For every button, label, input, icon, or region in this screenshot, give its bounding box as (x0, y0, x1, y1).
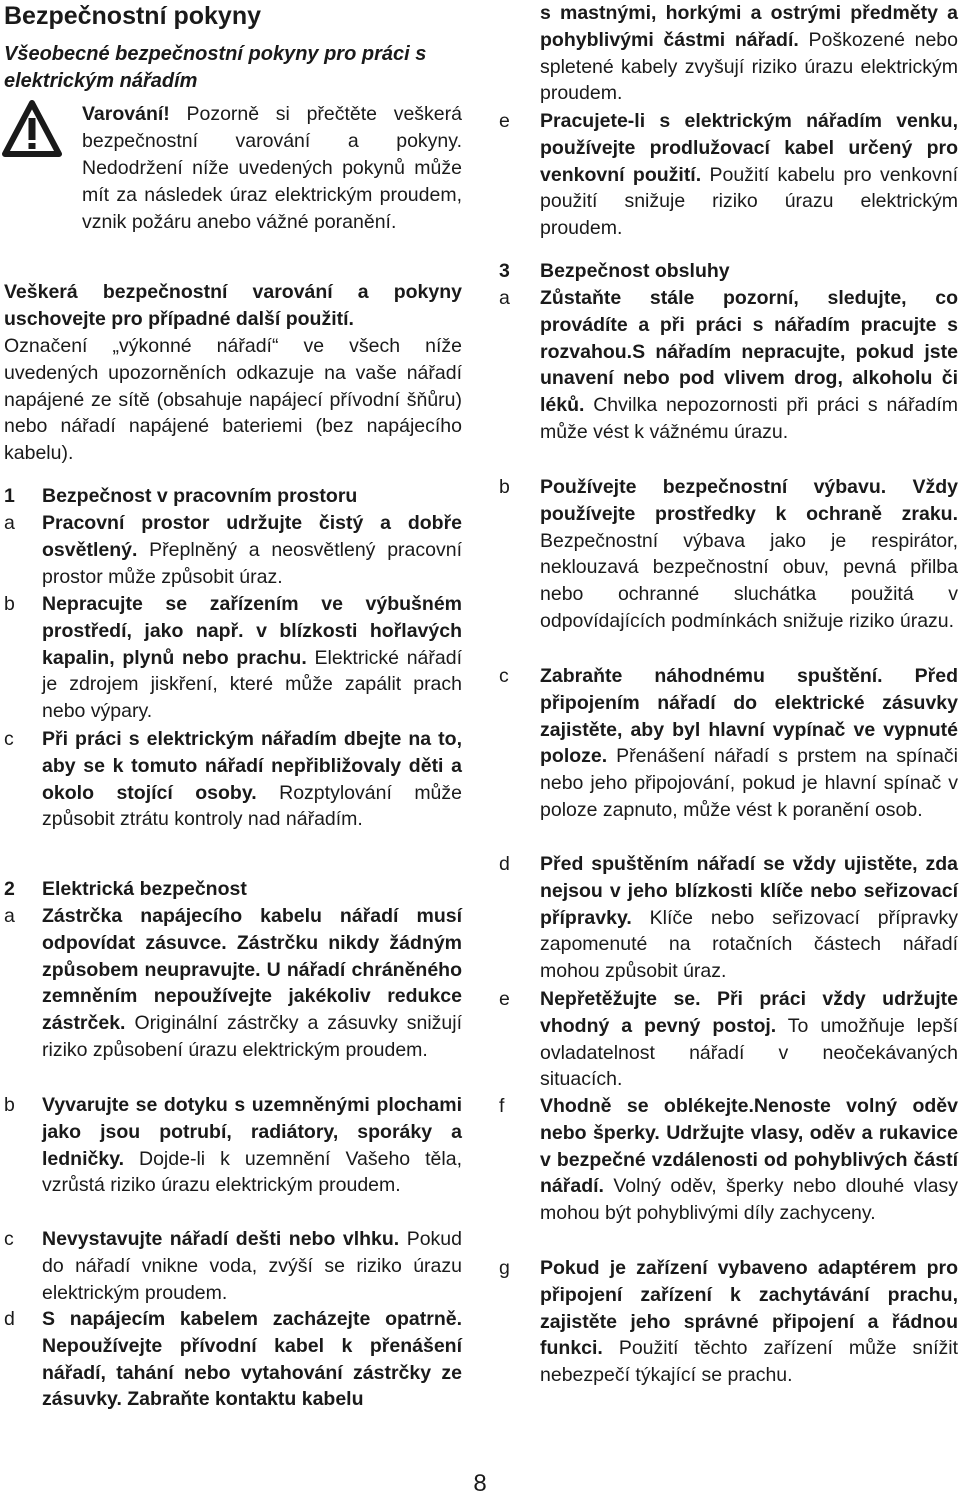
item-label: e (499, 988, 510, 1010)
item-bold: s mastnými, horkými a ostrými předměty a pohyblivými částmi nářadí. (540, 2, 958, 51)
list-item (4, 591, 462, 725)
list-item (4, 1226, 462, 1306)
item-normal: Originální zástrčky a zásuvky snižují riziko způsobení úrazu elektrickým proudem. (42, 1012, 462, 1061)
item-normal: Klíče nebo seřizovací přípravky zapomenuté na rotačních částech nářadí mohou způsobit úraz. (540, 906, 958, 983)
item-text (42, 726, 462, 833)
item-normal: Poškozené nebo spletené kabely zvyšují riziko úrazu elektrickým proudem. (540, 28, 958, 105)
warning-text (82, 101, 462, 236)
item-normal: Použití kabelu pro venkovní použití snižuje riziko úrazu elektrickým proudem. (540, 163, 958, 240)
item-label: d (4, 1308, 15, 1330)
section-3-heading (499, 258, 958, 285)
item-bold: Před spuštěním nářadí se vždy ujistěte, zda nejsou v jeho blízkosti klíče nebo seřizovací přípravky. (540, 853, 958, 929)
item-bold: Nepracujte se zařízením ve výbušném prostředí, jako např. v blízkosti hořlavých kapalin, plynů nebo prachu. (42, 593, 462, 669)
item-label: c (499, 665, 509, 687)
item-text (540, 108, 958, 242)
list-item (499, 986, 958, 1093)
item-text (540, 663, 958, 824)
item-normal: Rozptylování může způsobit ztrátu kontroly nad nářadím. (42, 781, 463, 831)
section-number: 1 (4, 485, 15, 507)
item-normal: Volný oděv, šperky nebo dlouhé vlasy mohou být pohyblivými díly zachyceny. (540, 1175, 958, 1225)
item-text (540, 285, 958, 446)
item-bold: Pokud je zařízení vybaveno adaptérem pro připojení zařízení k zachytávání prachu, zajistěte jeho správné připojení a řádnou funkci. (540, 1257, 958, 1360)
item-bold: Zástrčka napájecího kabelu nářadí musí odpovídat zásuvce. Zástrčku nikdy žádným způsobem neupravujte. U nářadí chráněného zemněním nepoužívejte jakékoliv redukce zástrček. (42, 905, 462, 1035)
item-bold: S napájecím kabelem zacházejte opatrně. Nepoužívejte přívodní kabel k přenášení nářadí, tahání nebo vytahování zástrčky ze zásuvky. Zabraňte kontaktu kabelu (42, 1308, 462, 1411)
section-number: 2 (4, 878, 15, 900)
item-label: a (4, 905, 15, 927)
section-title: Bezpečnost v pracovním prostoru (42, 485, 358, 507)
item-text (540, 474, 958, 635)
item-normal: Chvilka nepozornosti při práci s nářadím může vést k vážnému úrazu. (540, 394, 958, 443)
item-bold: Pracujete-li s elektrickým nářadím venku, používejte prodlužovací kabel určený pro venkovní použití. (540, 110, 958, 186)
warning-label: Varování! (82, 103, 170, 125)
list-item (499, 1093, 958, 1227)
item-text (42, 1092, 462, 1199)
item-bold: Při práci s elektrickým nářadím dbejte na to, aby se k tomuto nářadí nepřibližovaly děti a okolo stojící osoby. (42, 728, 462, 804)
section-title: Bezpečnost obsluhy (540, 260, 730, 282)
item-bold: Vhodně se oblékejte.Nenoste volný oděv nebo šperky. Udržujte vlasy, oděv a rukavice v bezpečné vzdálenosti od pohyblivých částí nářadí. (540, 1095, 958, 1198)
section-2-d-continued (540, 0, 958, 107)
section-2-heading (4, 876, 462, 903)
item-bold: Používejte bezpečnostní výbavu. Vždy používejte prostředky k ochraně zraku. (540, 476, 958, 525)
item-label: g (499, 1257, 510, 1279)
item-text (540, 1255, 958, 1389)
item-label: c (4, 1228, 14, 1250)
item-bold: Nevystavujte nářadí dešti nebo vlhku. (42, 1228, 400, 1250)
item-text (540, 986, 958, 1093)
item-bold: Zabraňte náhodnému spuštění. Před připojením nářadí do elektrické zásuvky zajistěte, aby byl hlavní vypínač ve vypnuté poloze. (540, 665, 958, 768)
section-1-heading (4, 483, 462, 510)
item-normal: Přenášení nářadí s prstem na spínači nebo jeho připojování, pokud je hlavní spínač v poloze zapnuto, může vést k poranění osob. (540, 745, 958, 821)
item-normal: Elektrické nářadí je zdrojem jiskření, které může zapálit prach nebo výpary. (42, 646, 463, 723)
list-item (4, 1092, 462, 1199)
list-item (499, 285, 958, 446)
item-label: b (4, 1094, 15, 1116)
definition-paragraph: Označení „výkonné nářadí“ ve všech níže uvedených upozorněních odkazuje na vaše nářadí napájené ze sítě (obsahuje napájecí přívodní šňůru) nebo nářadí napájené bateriemi (bez napájecího kabelu). (4, 335, 462, 465)
item-text (42, 591, 462, 725)
item-bold: Vyvarujte se dotyku s uzemněnými plochami jako jsou potrubí, radiátory, sporáky a ledničky. (42, 1094, 462, 1170)
item-label: a (499, 287, 510, 309)
list-item (499, 1255, 958, 1389)
list-item (4, 510, 462, 590)
warning-triangle-icon (2, 100, 62, 158)
item-text (540, 1093, 958, 1227)
page-title: Bezpečnostní pokyny (4, 2, 261, 30)
item-text (42, 1226, 462, 1306)
item-label: e (499, 110, 510, 132)
warning-body: Pozorně si přečtěte veškerá bezpečnostní varování a pokyny. Nedodržení níže uvedených pokynů může mít za následek úraz elektrickým proudem, vznik požáru anebo vážné poranění. (82, 103, 462, 233)
item-normal: To umožňuje lepší ovladatelnost nářadí v neočekávaných situacích. (540, 1014, 958, 1091)
item-normal: Použití těchto zařízení může snížit nebezpečí týkající se prachu. (540, 1337, 958, 1387)
list-item (4, 903, 462, 1064)
item-bold: Nepřetěžujte se. Při práci vždy udržujte vhodný a pevný postoj. (540, 988, 958, 1037)
item-bold: Pracovní prostor udržujte čistý a dobře osvětlený. (42, 512, 462, 561)
list-item (499, 108, 958, 242)
list-item (499, 663, 958, 824)
item-label: b (4, 593, 15, 615)
item-normal: Pokud do nářadí vnikne voda, zvýší se riziko úrazu elektrickým proudem. (42, 1228, 462, 1304)
list-item (4, 726, 462, 833)
item-text (42, 510, 462, 590)
list-item (4, 1306, 462, 1413)
item-normal: Bezpečnostní výbava jako je respirátor, neklouzavá bezpečnostní obuv, pevná přilba nebo ochranné sluchátka použitá v odpovídajících podmínkách snižuje riziko úrazu. (540, 529, 958, 632)
item-text (42, 903, 462, 1064)
page-number: 8 (473, 1470, 487, 1497)
item-label: b (499, 476, 510, 498)
section-number: 3 (499, 260, 510, 282)
item-text (540, 851, 958, 985)
item-normal: Přeplněný a neosvětlený pracovní prostor může způsobit úraz. (42, 538, 462, 588)
item-bold: Zůstaňte stále pozorní, sledujte, co provádíte a při práci s nářadím pracujte s rozvahou.S nářadím nepracujte, pokud jste unavení nebo pod vlivem drog, alkoholu či léků. (540, 287, 958, 417)
list-item (499, 474, 958, 635)
page-subtitle: Všeobecné bezpečnostní pokyny pro práci s elektrickým nářadím (4, 43, 427, 92)
item-normal: Dojde-li k uzemnění Vašeho těla, vzrůstá riziko úrazu elektrickým proudem. (42, 1147, 462, 1197)
item-label: a (4, 512, 15, 534)
section-title: Elektrická bezpečnost (42, 878, 247, 900)
item-label: d (499, 853, 510, 875)
keep-notice: Veškerá bezpečnostní varování a pokyny uschovejte pro případné další použití. (4, 281, 462, 330)
list-item (499, 851, 958, 985)
item-label: f (499, 1095, 505, 1117)
item-label: c (4, 728, 14, 750)
